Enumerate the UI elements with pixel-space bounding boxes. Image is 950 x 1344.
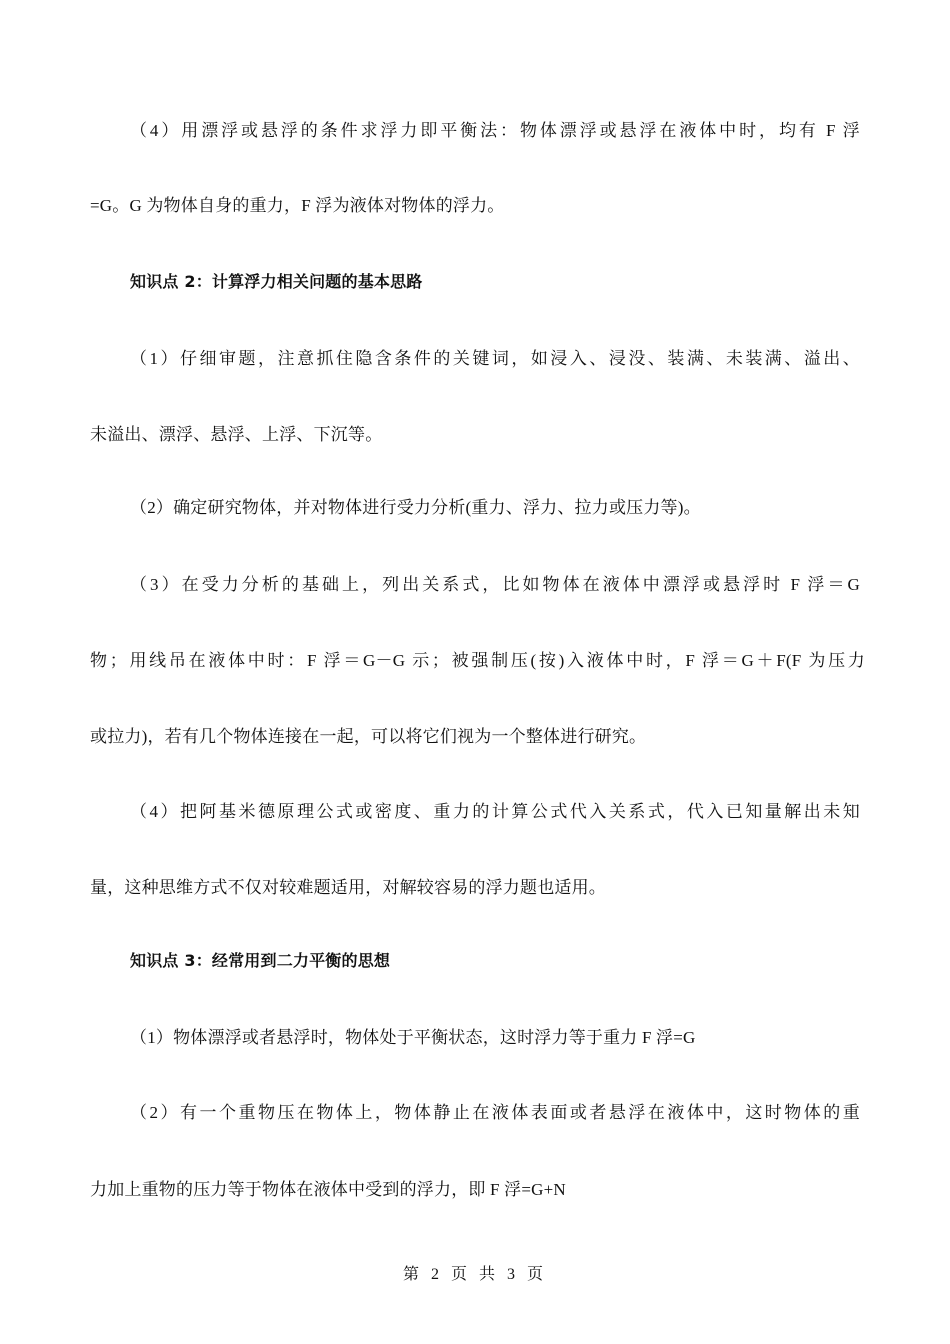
paragraph-line: 力加上重物的压力等于物体在液体中受到的浮力，即 F 浮=G+N (90, 1180, 566, 1199)
paragraph-line: 量，这种思维方式不仅对较难题适用，对解较容易的浮力题也适用。 (90, 878, 606, 897)
paragraph-line: （2）确定研究物体，并对物体进行受力分析(重力、浮力、拉力或压力等)。 (130, 498, 701, 517)
paragraph-line: 或拉力)，若有几个物体连接在一起，可以将它们视为一个整体进行研究。 (90, 727, 647, 746)
paragraph-line: （3）在受力分析的基础上，列出关系式，比如物体在液体中漂浮或悬浮时 F 浮＝G (130, 575, 860, 594)
paragraph-line: （2）有一个重物压在物体上，物体静止在液体表面或者悬浮在液体中，这时物体的重 (130, 1103, 860, 1122)
paragraph-line: （1）仔细审题，注意抓住隐含条件的关键词，如浸入、浸没、装满、未装满、溢出、 (130, 349, 860, 368)
paragraph-line: （4）把阿基米德原理公式或密度、重力的计算公式代入关系式，代入已知量解出未知 (130, 802, 860, 821)
page-footer: 第 2 页 共 3 页 (402, 1266, 547, 1283)
paragraph-line: （1）物体漂浮或者悬浮时，物体处于平衡状态，这时浮力等于重力 F 浮=G (130, 1028, 696, 1047)
section-heading: 知识点 3：经常用到二力平衡的思想 (130, 951, 391, 970)
section-heading: 知识点 2：计算浮力相关问题的基本思路 (130, 272, 423, 291)
paragraph-line: 未溢出、漂浮、悬浮、上浮、下沉等。 (90, 425, 383, 444)
paragraph-line: 物；用线吊在液体中时：F 浮＝G－G 示；被强制压(按)入液体中时，F 浮＝G＋F(F 为压力 (90, 651, 865, 670)
paragraph-line: （4）用漂浮或悬浮的条件求浮力即平衡法：物体漂浮或悬浮在液体中时，均有 F 浮 (130, 121, 860, 140)
paragraph-line: =G。G 为物体自身的重力，F 浮为液体对物体的浮力。 (90, 196, 505, 215)
